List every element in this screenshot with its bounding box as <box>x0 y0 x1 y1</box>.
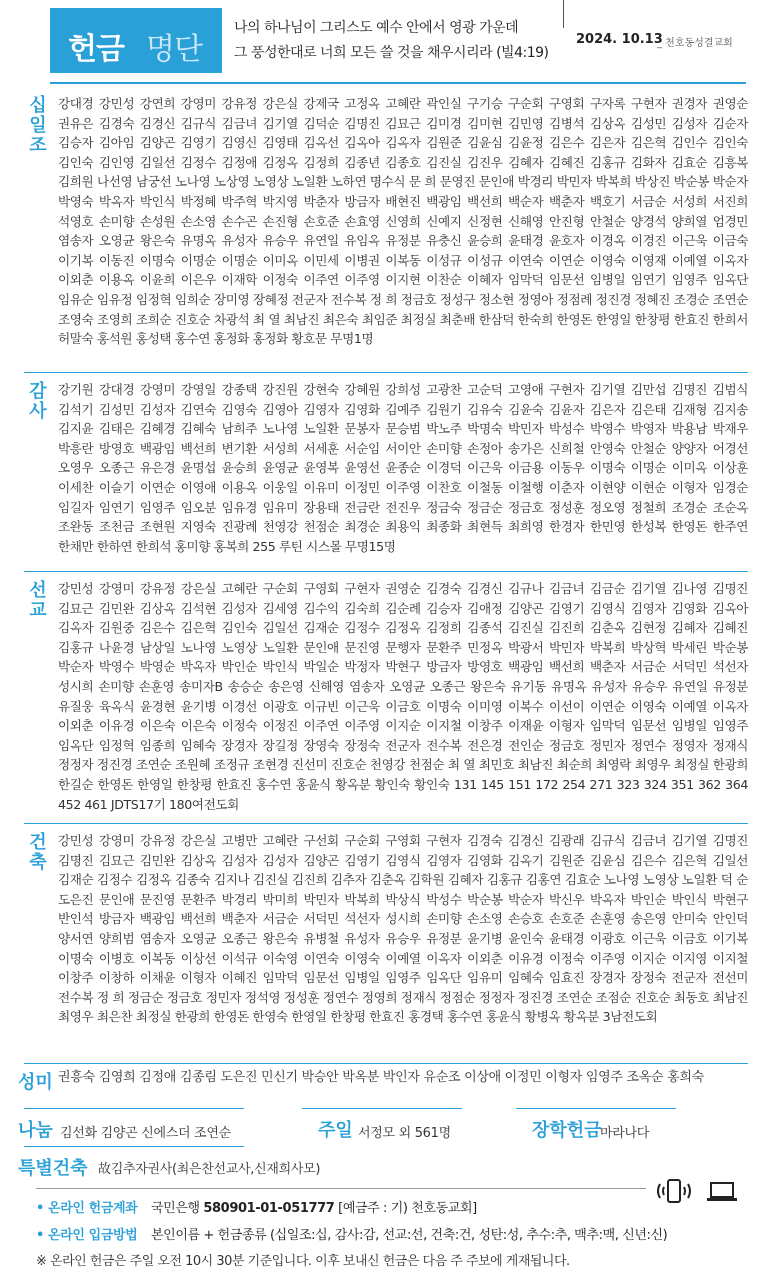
section-label-tithe <box>26 96 50 156</box>
section-tithe <box>24 88 748 368</box>
online-method-key: • 온라인 입금방법 <box>36 1228 138 1243</box>
section-divider <box>24 1063 748 1064</box>
seongmi-label: 성미 <box>18 1072 53 1093</box>
label-char: 십 <box>29 95 47 116</box>
online-note: ※ 온라인 헌금은 주일 오전 10시 30분 기준입니다. 이후 보내신 헌금은 다음 주 주보에 게재됩니다. <box>36 1254 570 1269</box>
scholarship-names: 마라나다 <box>600 1126 650 1141</box>
label-char: 조 <box>29 135 47 156</box>
section-divider <box>24 372 748 373</box>
online-account-row <box>36 1197 477 1216</box>
label-char: 교 <box>29 600 47 621</box>
section-mission <box>24 573 748 813</box>
short-divider <box>516 1108 676 1109</box>
online-account-key: • 온라인 헌금계좌 <box>36 1201 138 1216</box>
verse-line-1: 나의 하나님이 그리스도 예수 안에서 영광 가운데 <box>234 20 519 36</box>
section-label-mission <box>26 581 50 621</box>
short-divider <box>302 1108 462 1109</box>
mission-names: 강민성 강영미 강유정 강은실 고혜란 구순회 구영회 구현자 권영순 김경숙 김경신 김규나 김금녀 김금순 김기열 김나영 김명진 김묘근 김민완 김상옥 김석현 김성자 김세영 김수익 김숙희 김순례 김승자 김애정 김양곤 김영기 김영식 김영자 김영화 김옥아 김옥자 김원중 김은수 김은혁 김인숙 김일선 김재순 김정수 김정옥 김정희 김종석 김진실 김진희 김춘옥 김현정 김혜자 김혜진 김홍규 나윤경 남상일 노나영 노영상 노일환 문인애 문진영 문행자 문환주 민정옥 박광서 박민자 박복희 박상혁 박세린 박순봉 박순자 박영수 박영순 박옥자 박인순 박인식 박일순 박정자 박현구 방금자 방영호 백광임 백선희 백춘자 서금순 서덕민 석선자 성시희 손미향 손훈영 송미자B 송승순 송은영 신해영 염송자 오영균 오종근 왕은숙 유기동 유명옥 유성자 유승우 유연일 유정분 유질웅 육옥식 윤경현 윤기병 이경선 이광호 이규빈 이근욱 이금호 이명숙 이미영 이복수 이선이 이연순 이영숙 이예열 이옥자 이외춘 이유경 이은숙 이은숙 이정숙 이정진 이주연 이주영 이지순 이지철 이창주 이재윤 이형자 임막덕 임문선 임병일 임영주 임옥단 임정혁 임종희 임혜숙 장경자 장길정 장영숙 장정숙 전군자 전수복 전은경 전인순 정금호 정민자 정연수 정영자 정재식 정정자 정진경 조연순 조원혜 조정규 조현경 진선미 진호순 천영강 천점순 최 열 최민호 최남진 최순희 최영락 최영우 최정실 한광희 한길순 한영돈 한영일 한창평 한효진 홍수연 홍윤식 황옥분 황인숙 황인숙 131 145 151 172 254 271 323 324 351 362 364 452 461 JDTS17기 180여전도회 <box>58 581 748 812</box>
scholarship-label: 장학헌금 <box>532 1120 602 1141</box>
laptop-icon <box>706 1181 738 1203</box>
label-char: 축 <box>29 852 47 873</box>
church-name: _ 천호동성결교회 <box>657 38 733 49</box>
short-divider <box>24 1146 244 1147</box>
section-divider <box>24 823 748 824</box>
section-building <box>24 825 748 1055</box>
short-divider <box>24 1108 244 1109</box>
nanum-label: 나눔 <box>18 1120 53 1141</box>
section-divider <box>24 571 748 572</box>
nanum-names: 김선화 김양곤 신에스더 조연순 <box>60 1126 231 1141</box>
special-names: 故김추자권사(최은찬선교사,신재희사모) <box>98 1162 321 1177</box>
header-divider <box>563 0 564 28</box>
online-method-row <box>36 1224 667 1243</box>
building-names: 강민성 강영미 강유정 강은실 고병만 고혜란 구선회 구순회 구영회 구현자 김경숙 김경신 김광래 김규식 김금녀 김기열 김명진 김명진 김묘근 김민완 김상옥 김성자 김성자 김양곤 김영기 김영식 김영자 김영화 김옥기 김원준 김윤심 김은수 김은혁 김일선 김재순 김정수 김정옥 김종숙 김지나 김진실 김진희 김추자 김춘옥 김학원 김혜자 김홍규 김홍연 김효순 노나영 노영상 노일환 덕 순 도은진 문인애 문진영 문환주 박경리 박미희 박민자 박복희 박상식 박성수 박순봉 박순자 박신우 박옥자 박인순 박인식 박현구 반인석 방금자 백광임 백선희 백춘자 서금순 서덕민 석선자 성시희 손미향 손소영 손승호 손호준 손훈영 송은영 안미숙 안인덕 양서연 양희범 염송자 오영균 오종근 왕은숙 유병철 유성자 유승우 유정분 윤기병 윤인숙 윤태경 이광호 이근욱 이금호 이기복 이명숙 이병호 이복동 이상선 이석규 이숙영 이연숙 이영숙 이예열 이옥자 이외춘 이유경 이정숙 이주영 이지순 이지영 이지철 이창주 이창하 이채윤 이형자 이혜진 임막덕 임문선 임병일 임영주 임옥단 임유미 임혜숙 임효진 장경자 장정숙 전군자 전선미 전수복 정 희 정금순 정금호 정민자 정석영 정성훈 정연수 정영희 정재식 정점순 정정자 정진경 조연순 조점순 진호순 최동호 최남진 최영우 최은찬 최정실 한광희 한영돈 한영숙 한영일 한창평 한효진 홍경택 홍수연 홍윤식 황병옥 황옥분 3남전도회 <box>58 833 748 1025</box>
phone-icon <box>654 1178 694 1204</box>
bottom-rule <box>36 1188 646 1189</box>
page-title-box <box>50 8 222 73</box>
page-title-light: 명단 <box>146 32 202 67</box>
bank-name: 국민은행 <box>151 1201 200 1216</box>
date: 2024. 10.13 <box>576 32 663 47</box>
jubo-names: 서정모 외 561명 <box>358 1126 451 1141</box>
account-number: 580901-01-051777 <box>203 1201 335 1216</box>
account-holder: [예금주 : 기) 천호동교회] <box>338 1201 477 1216</box>
label-char: 선 <box>29 580 47 601</box>
page-title-bold: 헌금 <box>68 32 124 67</box>
verse-line-2: 그 풍성한대로 너희 모든 쓸 것을 채우시리라 (빌4:19) <box>234 45 549 61</box>
tithe-names: 강대경 강민성 강연희 강영미 강유정 강은실 강제국 고정옥 고혜란 곽인실 구기승 구순회 구영회 구자록 구현자 권경자 권영순 권유은 김경숙 김경신 김규식 김금녀 김기열 김덕순 김명진 김묘근 김미경 김미현 김민영 김병석 김상옥 김성민 김성자 김순자 김승자 김아임 김양곤 김영기 김영신 김영태 김옥선 김옥아 김옥자 김원준 김윤심 김윤정 김은수 김은자 김은혁 김인수 김인숙 김인숙 김인영 김일선 김정수 김정애 김정옥 김정희 김종년 김종호 김진실 김진우 김혜자 김혜진 김홍규 김화자 김효순 김흥복 김희원 나선영 남궁선 노나영 노상영 노영상 노일환 노하연 명수식 문 희 문영진 문인애 박경리 박민자 박복희 박상진 박순봉 박순자 박영숙 박옥자 박인식 박정혜 박주혁 박지영 박춘자 방금자 배현진 백광임 백선희 백순자 백춘자 백호기 서금순 서성희 서진희 석영호 손미향 손성원 손소영 손수곤 손진형 손호준 손효영 신영희 신예지 신정현 신해영 안진형 안철순 양경석 양희열 엄경민 염송자 오영균 왕은숙 유명옥 유성자 유승우 유연일 유임옥 유정분 유충신 윤승희 윤태경 윤호자 이경옥 이경진 이근욱 이금숙 이기복 이동진 이명숙 이명순 이명순 이미옥 이민세 이병권 이복동 이성규 이성규 이연숙 이연순 이영숙 이영재 이예열 이옥자 이외춘 이용옥 이윤희 이은우 이재학 이정숙 이주연 이주영 이지현 이찬순 이혜자 임막덕 임문선 임병일 임연기 임영주 임옥단 임유순 임유정 임정혁 임희순 장미영 장혜정 전군자 전수복 정 희 정금호 정성구 정소현 정영아 정점례 정진경 정혜진 조경순 조연순 조영숙 조영희 조희순 진호순 차광석 최 열 최남진 최은숙 최임준 최정실 최춘배 한삼덕 한숙희 한영돈 한영일 한창평 한효진 한희서 허말숙 홍석원 홍성택 홍수연 홍정화 홍정화 황호문 무명1명 <box>58 96 748 347</box>
header-rule <box>50 82 746 84</box>
header <box>0 0 768 80</box>
section-thanks <box>24 374 748 570</box>
label-char: 사 <box>29 401 47 422</box>
label-char: 일 <box>29 115 47 136</box>
section-label-building <box>26 833 50 873</box>
online-method: 본인이름 + 헌금종류 (십일조:십, 감사:감, 선교:선, 건축:건, 성탄:성, 추수:추, 맥추:맥, 신년:신) <box>151 1228 668 1243</box>
special-label: 특별건축 <box>18 1158 88 1179</box>
bible-verse <box>234 16 564 66</box>
section-label-thanks <box>26 382 50 422</box>
label-char: 건 <box>29 832 47 853</box>
label-char: 감 <box>29 381 47 402</box>
seongmi-names: 권흥숙 김영희 김정애 김종림 도은진 민신기 박승안 박옥분 박인자 유순조 이상애 이정민 이형자 임영주 조옥순 홍희숙 <box>58 1070 704 1085</box>
jubo-label: 주일 <box>318 1120 353 1141</box>
thanks-names: 강기원 강대경 강영미 강영일 강종택 강진원 강현숙 강혜원 강희성 고광찬 고순덕 고영애 구현자 김기열 김만섭 김명진 김범식 김석기 김성민 김성자 김연숙 김영숙 김영아 김영자 김영화 김예주 김원기 김유숙 김윤숙 김윤자 김은자 김은태 김재형 김지송 김지윤 김태은 김혜경 김혜숙 남희주 노나영 노일환 문봉자 문승범 박노주 박명숙 박민자 박성수 박영수 박영자 박용남 박재우 박흥란 방영호 백광임 백선희 변기환 서성희 서세훈 서순임 서이안 손미향 손정아 송가은 신희철 안영숙 안철순 양양자 어경선 오영우 오종근 유은경 윤명섭 윤승희 윤영균 윤영복 윤영선 윤종순 이경덕 이근욱 이금용 이동우 이명숙 이명순 이미옥 이상훈 이세찬 이슬기 이연순 이영애 이용옥 이웅일 이유미 이정민 이주영 이찬호 이철동 이철행 이춘자 이현양 이현순 이형자 임경순 임길자 임연기 임영주 임오분 임유경 임유미 장용태 전금란 전진우 정금숙 정금순 정금호 정성훈 정오영 정철희 조경순 조순옥 조완동 조천금 조현원 지영숙 진광례 천영강 천점순 최경순 최용익 최종화 최현득 최희영 한경자 한민영 한성복 한영돈 한주연 한채만 한하연 한희석 홍미향 홍복희 255 루틴 시스몰 무명15명 <box>58 382 748 554</box>
